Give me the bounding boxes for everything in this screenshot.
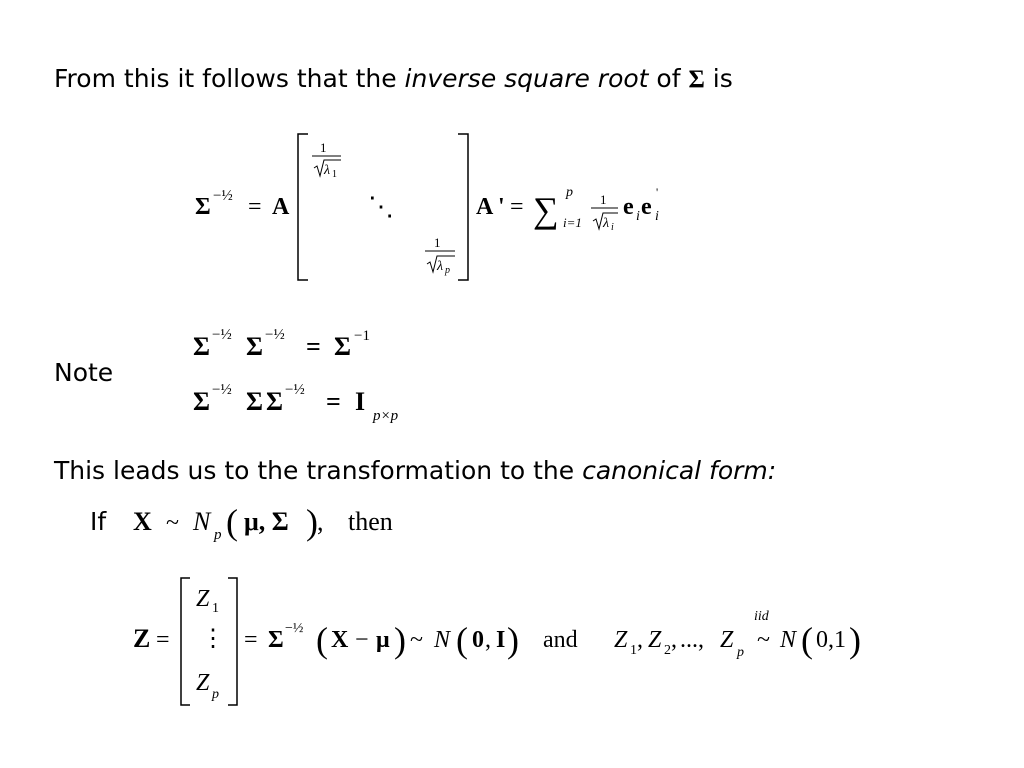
z-entry-1: Z xyxy=(196,586,210,612)
eigenvector-e: e xyxy=(623,194,634,220)
inverse-sqrt-equation xyxy=(0,0,1024,300)
summation-sign: ∑ xyxy=(533,190,559,230)
if-label: If xyxy=(90,507,107,536)
vector-Z: Z xyxy=(133,624,151,653)
sigma-symbol: Σ xyxy=(688,66,705,93)
entry1-lambda-sub: 1 xyxy=(332,169,337,180)
sigma-lhs-exponent: −½ xyxy=(213,188,233,204)
note-eq1-sigma-rhs: Σ xyxy=(334,332,351,361)
standard-normal-args: 0,1 xyxy=(816,627,846,653)
final-tilde-1: ~ xyxy=(410,627,423,653)
eigenvector-e-transpose: e xyxy=(641,194,652,220)
note-eq1-sigma-a: Σ xyxy=(193,332,210,361)
zlist-1-sub: 1 xyxy=(630,643,637,658)
then-word: then xyxy=(348,507,393,536)
entryp-lambda: λ xyxy=(437,259,444,274)
equals-sign-2: = xyxy=(510,194,524,220)
matrix-A-transpose: A ' xyxy=(476,194,505,220)
normal-N: N xyxy=(193,507,211,536)
final-equals-2: = xyxy=(244,627,258,653)
if-tilde: ~ xyxy=(166,510,179,536)
if-comma: , xyxy=(317,507,324,536)
z-entry-p-sub: p xyxy=(212,687,219,702)
final-right-paren-2: ) xyxy=(507,620,519,660)
final-right-paren-1: ) xyxy=(394,620,406,660)
intro-text: From this it follows that the xyxy=(54,64,405,93)
entryp-lambda-sub: p xyxy=(445,265,450,276)
note-eq2-identity: I xyxy=(355,387,366,416)
final-equals-1: = xyxy=(156,627,170,653)
z-vdots: ⋮ xyxy=(201,626,225,652)
final-tilde-2: ~ xyxy=(757,627,770,653)
note-eq2-exp-a: −½ xyxy=(212,382,232,398)
entryp-numerator: 1 xyxy=(434,235,441,250)
zlist-comma-1: , xyxy=(637,627,643,653)
final-sigma: Σ xyxy=(268,627,284,653)
z-vector-left-bracket xyxy=(181,578,190,705)
if-right-paren: ) xyxy=(306,502,318,542)
final-comma: , xyxy=(485,627,491,653)
sum-term-lambda-sub: i xyxy=(611,222,614,233)
z-vector-right-bracket xyxy=(228,578,237,705)
diagonal-dots: ⋱ xyxy=(368,192,394,221)
entry1-lambda: λ xyxy=(324,163,331,178)
final-X: X xyxy=(331,627,349,653)
note-eq2-identity-sub: p×p xyxy=(373,408,399,424)
and-word: and xyxy=(543,627,578,653)
note-eq1-exp-b: −½ xyxy=(265,327,285,343)
final-mu: μ xyxy=(376,627,390,653)
final-sigma-exp: −½ xyxy=(285,621,304,636)
note-eq2-equals: = xyxy=(326,387,341,416)
final-right-paren-3: ) xyxy=(849,620,861,660)
entry1-numerator: 1 xyxy=(320,140,327,155)
z-entry-p: Z xyxy=(196,670,210,696)
note-eq1-equals: = xyxy=(306,332,321,361)
note-eq1-exp-a: −½ xyxy=(212,327,232,343)
sum-lower-limit: i=1 xyxy=(563,215,582,230)
eigenvector-e-sub: i xyxy=(636,209,640,224)
sum-upper-limit: p xyxy=(566,185,573,200)
final-N-1: N xyxy=(434,627,451,653)
if-left-paren: ( xyxy=(226,502,238,542)
zlist-1: Z xyxy=(614,627,628,653)
note-eq2-sigma-a: Σ xyxy=(193,387,210,416)
note-eq2-exp-b: −½ xyxy=(285,382,305,398)
final-minus: − xyxy=(355,627,369,653)
right-bracket xyxy=(458,134,468,280)
random-vector-X: X xyxy=(133,507,152,536)
final-N-2: N xyxy=(780,627,797,653)
note-eq1-rhs-exp: −1 xyxy=(354,328,370,344)
transpose-prime: ' xyxy=(656,185,659,199)
intro-is: is xyxy=(704,64,733,93)
normal-N-sub: p xyxy=(214,527,222,543)
eigenvector-e-transpose-sub: i xyxy=(655,209,659,224)
zlist-ellipsis: ..., xyxy=(680,627,704,653)
sum-term-numerator: 1 xyxy=(600,192,607,207)
mu-sigma-args: μ, Σ xyxy=(244,507,289,536)
canonical-form-sentence xyxy=(54,458,776,483)
zlist-comma-2: , xyxy=(671,627,677,653)
sigma-lhs: Σ xyxy=(195,194,211,220)
final-identity: I xyxy=(496,627,506,653)
iid-label: iid xyxy=(754,609,769,624)
zlist-2: Z xyxy=(648,627,662,653)
intro-of: of xyxy=(648,64,689,93)
final-zero-vector: 0 xyxy=(472,627,484,653)
note-eq2-sigma-b: Σ xyxy=(266,387,283,416)
sum-term-lambda: λ xyxy=(603,216,610,231)
note-eq1-sigma-b: Σ xyxy=(246,332,263,361)
z-entry-1-sub: 1 xyxy=(212,601,219,616)
final-left-paren-2: ( xyxy=(456,620,468,660)
note-eq2-sigma-mid: Σ xyxy=(246,387,263,416)
zlist-2-sub: 2 xyxy=(664,643,671,658)
equals-sign: = xyxy=(248,194,262,220)
final-left-paren-3: ( xyxy=(801,620,813,660)
inverse-square-root-emphasis: inverse square root xyxy=(404,64,649,93)
note-label: Note xyxy=(54,358,114,387)
left-bracket xyxy=(298,134,308,280)
matrix-A: A xyxy=(272,194,290,220)
zlist-p-sub: p xyxy=(737,645,744,660)
canonical-form-emphasis: canonical form: xyxy=(582,456,777,485)
final-left-paren-1: ( xyxy=(316,620,328,660)
zlist-p: Z xyxy=(720,627,734,653)
canonical-intro-text: This leads us to the transformation to the xyxy=(54,456,583,485)
